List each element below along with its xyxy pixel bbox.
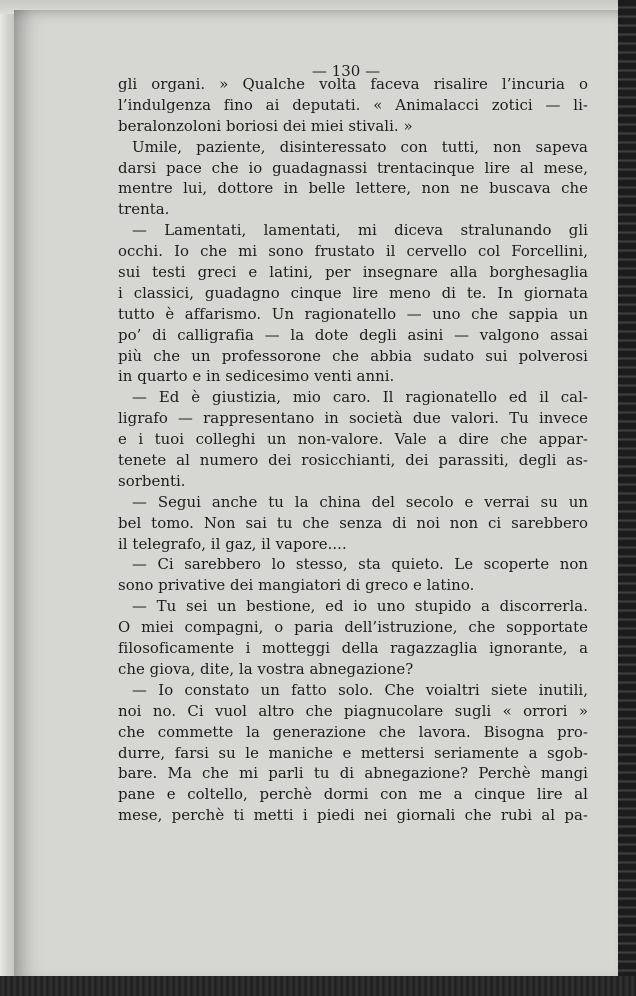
text-line: pane e coltello, perchè dormi con me a cinque lire al: [118, 785, 588, 804]
page-bottom-edge: [0, 976, 636, 996]
text-line: bare. Ma che mi parli tu di abnegazione? Perchè mangi: [118, 764, 588, 783]
text-line: mese, perchè ti metti i piedi nei giornali che rubi al pa-: [118, 806, 588, 825]
text-line: i classici, guadagno cinque lire meno di te. In giornata: [118, 283, 588, 302]
text-line: noi no. Ci vuol altro che piagnucolare sugli « orrori »: [118, 701, 588, 720]
text-line: tutto è affarismo. Un ragionatello — uno che sappia un: [118, 304, 588, 323]
text-line: bel tomo. Non sai tu che senza di noi non ci sarebbero: [118, 513, 588, 532]
text-line: — Segui anche tu la china del secolo e verrai su un: [132, 492, 588, 511]
text-line: beralonzoloni boriosi dei miei stivali. »: [118, 116, 413, 135]
text-line: — Ed è giustizia, mio caro. Il ragionatello ed il cal-: [132, 388, 588, 407]
body-text: [118, 74, 588, 826]
text-line: O miei compagni, o paria dell’istruzione, che sopportate: [118, 618, 588, 637]
text-line: occhi. Io che mi sono frustato il cervello col Forcellini,: [118, 242, 588, 261]
text-line: in quarto e in sedicesimo venti anni.: [118, 367, 395, 386]
text-line: mentre lui, dottore in belle lettere, non ne buscava che: [118, 179, 588, 198]
text-line: trenta.: [118, 200, 170, 219]
text-line: gli organi. » Qualche volta faceva risalire l’incuria o: [118, 75, 588, 93]
text-line: ligrafo — rappresentano in società due valori. Tu invece: [118, 409, 588, 428]
text-line: sono privative dei mangiatori di greco e latino.: [118, 576, 475, 595]
text-line: Umile, paziente, disinteressato con tutti, non sapeva: [132, 137, 588, 156]
text-line: che commette la generazione che lavora. Bisogna pro-: [118, 722, 588, 741]
text-line: — Io constato un fatto solo. Che voialtri siete inutili,: [132, 680, 588, 699]
page-number: — 130 —: [311, 62, 381, 80]
text-line: po’ di calligrafia — la dote degli asini — valgono assai: [118, 325, 588, 344]
text-line: tenete al numero dei rosicchianti, dei parassiti, degli as-: [118, 451, 588, 470]
text-line: sorbenti.: [118, 471, 186, 490]
text-line: l’indulgenza fino ai deputati. « Animalacci zotici — li-: [118, 95, 588, 114]
text-line: più che un professorone che abbia sudato sui polverosi: [118, 346, 588, 365]
text-line: e i tuoi colleghi un non-valore. Vale a dire che appar-: [118, 430, 588, 449]
text-line: durre, farsi su le maniche e mettersi seriamente a sgob-: [118, 743, 588, 762]
text-line: sui testi greci e latini, per insegnare alla borghesaglia: [118, 263, 588, 282]
text-line: darsi pace che io guadagnassi trentacinque lire al mese,: [118, 158, 588, 177]
text-line: — Ci sarebbero lo stesso, sta quieto. Le scoperte non: [132, 555, 588, 574]
text-line: che giova, dite, la vostra abnegazione?: [118, 659, 414, 678]
text-line: il telegrafo, il gaz, il vapore....: [118, 534, 347, 553]
text-line: filosoficamente i motteggi della ragazzaglia ignorante, a: [118, 639, 588, 658]
text-line: — Tu sei un bestione, ed io uno stupido a discorrerla.: [132, 597, 588, 616]
page-stack-edge: [618, 0, 636, 996]
text-line: — Lamentati, lamentati, mi diceva stralunando gli: [132, 221, 588, 240]
